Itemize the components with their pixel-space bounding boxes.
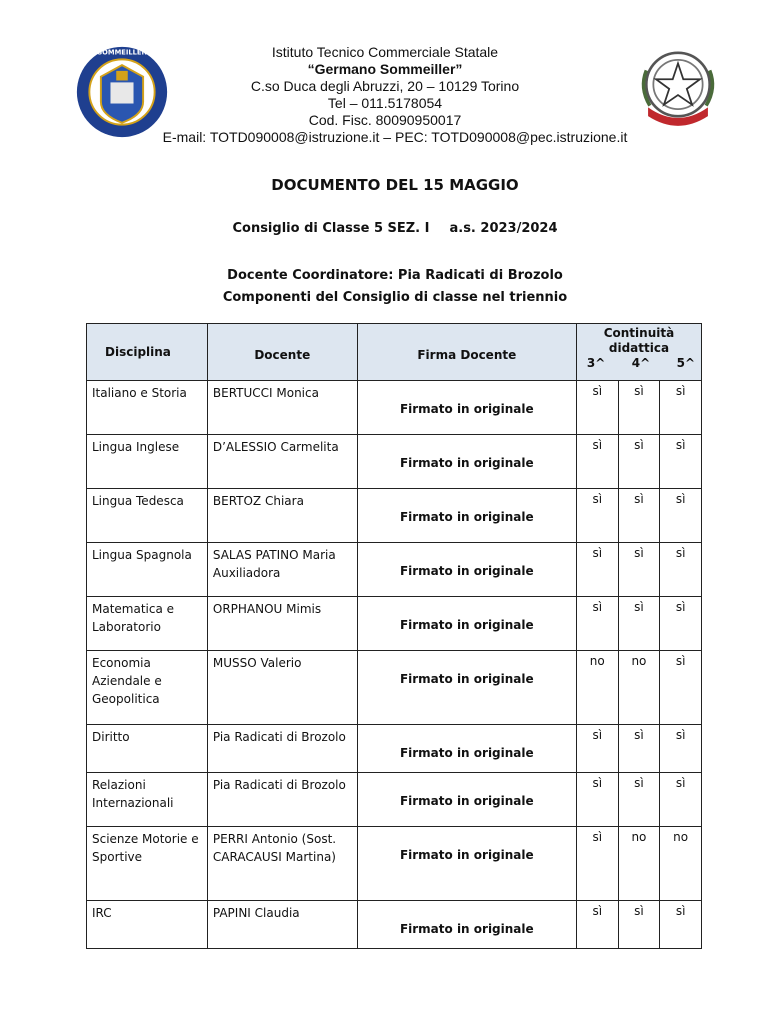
school-year: a.s. 2023/2024 [449,221,558,236]
year-labels [577,356,701,371]
year-3-cell: sì [576,435,618,489]
year-5-cell: sì [660,651,702,725]
republic-emblem [634,44,722,132]
document-title: DOCUMENTO DEL 15 MAGGIO [271,176,519,194]
year-3-cell: sì [576,597,618,651]
svg-text:SOMMEILLER: SOMMEILLER [97,48,147,57]
teacher-cell: D’ALESSIO Carmelita [207,435,357,489]
continuity-label: Continuità didattica [603,326,675,355]
year-3-cell: no [576,651,618,725]
table-header-row [87,324,702,381]
discipline-cell: Diritto [87,725,208,773]
teacher-cell: Pia Radicati di Brozolo [207,773,357,827]
signature-cell: Firmato in originale [357,651,576,725]
table-row [87,435,702,489]
school-email: E-mail: TOTD090008@istruzione.it – PEC: TOTD090008@pec.istruzione.it [162,129,628,145]
year-3-cell: sì [576,901,618,949]
year-5-cell: sì [660,597,702,651]
discipline-cell: Lingua Tedesca [87,489,208,543]
signature-cell: Firmato in originale [357,901,576,949]
teacher-cell: Pia Radicati di Brozolo [207,725,357,773]
signature-cell: Firmato in originale [357,597,576,651]
discipline-cell: Lingua Spagnola [87,543,208,597]
discipline-cell: Economia Aziendale e Geopolitica [87,651,208,725]
teacher-cell: ORPHANOU Mimis [207,597,357,651]
year-4-cell: no [618,827,660,901]
teacher-cell: PERRI Antonio (Sost. CARACAUSI Martina) [207,827,357,901]
table-row [87,725,702,773]
discipline-cell: Scienze Motorie e Sportive [87,827,208,901]
year-4-cell: sì [618,773,660,827]
year-3-cell: sì [576,381,618,435]
header-discipline: Disciplina [87,324,208,381]
school-tax-code: Cod. Fisc. 80090950017 [308,112,462,128]
letterhead [0,40,770,150]
class-info: Consiglio di Classe 5 SEZ. I [232,221,430,236]
school-address: C.so Duca degli Abruzzi, 20 – 10129 Torino [250,78,520,94]
year-4-cell: sì [618,725,660,773]
coordinator-block [0,265,770,309]
signature-cell: Firmato in originale [357,435,576,489]
year-5-cell: sì [660,435,702,489]
teacher-cell: BERTUCCI Monica [207,381,357,435]
year-3-cell: sì [576,827,618,901]
year-3-cell: sì [576,773,618,827]
discipline-cell: Matematica e Laboratorio [87,597,208,651]
school-name: “Germano Sommeiller” [307,61,463,77]
discipline-cell: Relazioni Internazionali [87,773,208,827]
year-5-cell: sì [660,489,702,543]
school-info [120,44,650,129]
signature-cell: Firmato in originale [357,725,576,773]
year-4-cell: sì [618,901,660,949]
council-table [86,323,702,949]
year-4-cell: no [618,651,660,725]
signature-cell: Firmato in originale [357,489,576,543]
signature-cell: Firmato in originale [357,381,576,435]
year-5-cell: no [660,827,702,901]
coordinator: Docente Coordinatore: Pia Radicati di Brozolo [227,268,563,283]
year-4-cell: sì [618,597,660,651]
components-heading: Componenti del Consiglio di classe nel triennio [222,290,568,305]
year-4-cell: sì [618,381,660,435]
teacher-cell: SALAS PATINO Maria Auxiliadora [207,543,357,597]
header-continuity [576,324,701,381]
year-4-label: 4^ [631,356,651,370]
table-row [87,773,702,827]
year-5-cell: sì [660,901,702,949]
table-row [87,651,702,725]
signature-cell: Firmato in originale [357,773,576,827]
table-row [87,901,702,949]
discipline-cell: IRC [87,901,208,949]
year-3-cell: sì [576,725,618,773]
discipline-cell: Lingua Inglese [87,435,208,489]
table-row [87,381,702,435]
table-row [87,827,702,901]
year-5-cell: sì [660,381,702,435]
signature-cell: Firmato in originale [357,827,576,901]
year-5-cell: sì [660,773,702,827]
signature-cell: Firmato in originale [357,543,576,597]
year-5-label: 5^ [676,356,695,370]
table-row [87,597,702,651]
year-3-label: 3^ [586,356,606,370]
school-type: Istituto Tecnico Commerciale Statale [271,44,499,60]
year-3-cell: sì [576,489,618,543]
teacher-cell: PAPINI Claudia [207,901,357,949]
year-3-cell: sì [576,543,618,597]
year-4-cell: sì [618,543,660,597]
year-4-cell: sì [618,435,660,489]
class-info-line [0,221,770,236]
header-teacher: Docente [207,324,357,381]
school-phone: Tel – 011.5178054 [327,95,443,111]
year-5-cell: sì [660,725,702,773]
discipline-cell: Italiano e Storia [87,381,208,435]
teacher-cell: MUSSO Valerio [207,651,357,725]
year-4-cell: sì [618,489,660,543]
table-row [87,489,702,543]
teacher-cell: BERTOZ Chiara [207,489,357,543]
year-5-cell: sì [660,543,702,597]
header-signature: Firma Docente [357,324,576,381]
table-row [87,543,702,597]
